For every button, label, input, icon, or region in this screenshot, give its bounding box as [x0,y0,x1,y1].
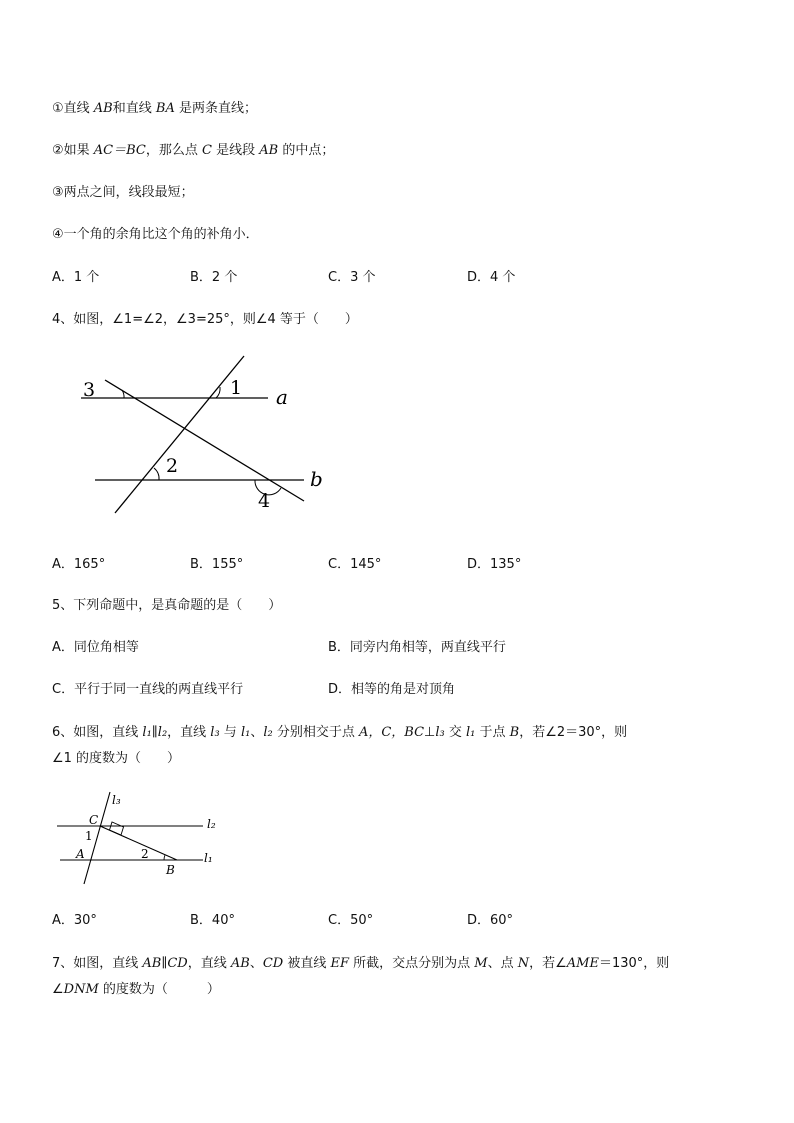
q6-stem-line2: ∠1 的度数为（ ） [52,751,181,766]
q3-option-d[interactable]: D．4 个 [467,270,516,285]
q6-label-A: A [76,847,85,861]
q6-stem-line1: 6、如图，直线 l₁∥l₂，直线 l₃ 与 l₁、l₂ 分别相交于点 A，C，BC⊥l₃ 交 l₁ 于点 B，若∠2＝30°，则 [52,725,628,740]
q4-stem: 4、如图，∠1=∠2，∠3=25°，则∠4 等于（ ） [52,312,358,327]
q5-option-d[interactable]: D．相等的角是对顶角 [328,682,456,697]
q4-label-b: b [310,467,323,491]
q6-label-l3: l₃ [112,793,121,807]
q4-label-4: 4 [258,490,271,512]
statement-4: ④一个角的余角比这个角的补角小． [52,227,259,242]
q4-option-a[interactable]: A．165° [52,557,106,572]
q3-option-c[interactable]: C．3 个 [328,270,376,285]
q6-label-l1: l₁ [204,851,213,865]
q6-option-a[interactable]: A．30° [52,913,97,928]
q6-angle-arc-2 [164,855,165,860]
q3-option-a[interactable]: A．1 个 [52,270,100,285]
q6-option-d[interactable]: D．60° [467,913,514,928]
q6-label-1: 1 [85,829,93,843]
q7-stem-line1: 7、如图，直线 AB∥CD，直线 AB、CD 被直线 EF 所截，交点分别为点 M、点 N，若∠AME＝130°，则 [52,956,670,971]
q6-label-C: C [89,813,99,827]
statement-3: ③两点之间，线段最短； [52,185,194,200]
q4-option-d[interactable]: D．135° [467,557,522,572]
q6-option-c[interactable]: C．50° [328,913,374,928]
q6-figure [55,790,225,885]
q4-label-1: 1 [230,377,243,399]
q4-label-a: a [276,385,288,409]
q4-option-c[interactable]: C．145° [328,557,382,572]
statement-1: ①直线 AB和直线 BA 是两条直线； [52,101,257,116]
q4-figure [75,352,335,517]
q6-label-B: B [166,863,175,877]
q4-angle-arc-2 [154,468,159,480]
q5-option-a[interactable]: A．同位角相等 [52,640,139,655]
q4-transversal-1 [115,356,244,513]
q6-label-2: 2 [141,847,149,861]
q5-stem: 5、下列命题中，是真命题的是（ ） [52,598,282,613]
q3-option-b[interactable]: B．2 个 [190,270,238,285]
statement-2: ②如果 AC＝BC，那么点 C 是线段 AB 的中点； [52,143,335,158]
q4-option-b[interactable]: B．155° [190,557,244,572]
q6-option-b[interactable]: B．40° [190,913,235,928]
q4-label-3: 3 [83,379,96,401]
q5-option-b[interactable]: B．同旁内角相等，两直线平行 [328,640,506,655]
q6-label-l2: l₂ [207,817,216,831]
q5-option-c[interactable]: C．平行于同一直线的两直线平行 [52,682,244,697]
q6-right-angle-mark [110,822,124,835]
q4-label-2: 2 [166,455,179,477]
q7-stem-line2: ∠DNM 的度数为（ ） [52,982,220,997]
